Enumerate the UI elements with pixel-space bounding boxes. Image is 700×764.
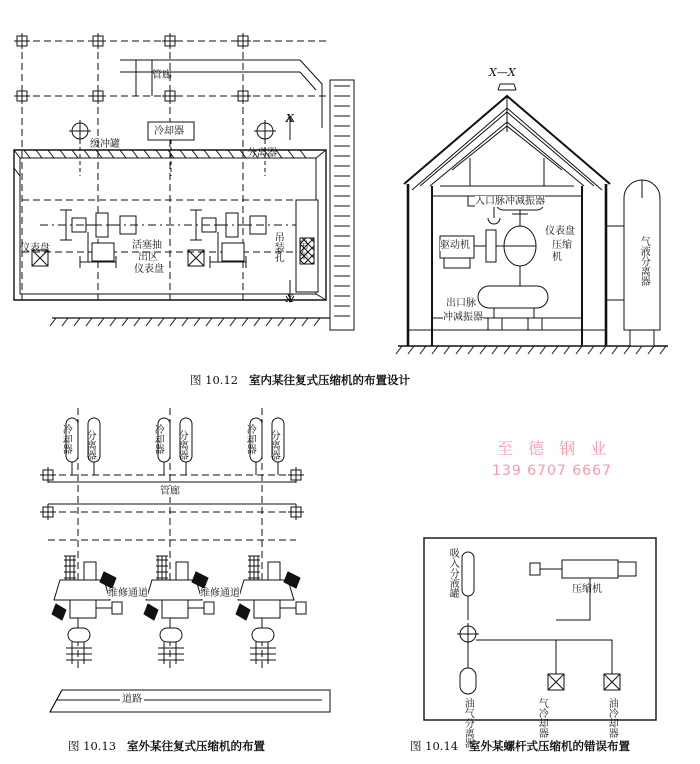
label-pipe-rack-13: 管廊 bbox=[160, 486, 180, 497]
caption-10-14 bbox=[410, 738, 630, 754]
caption-10-13-text: 室外某往复式压缩机的布置 bbox=[127, 739, 266, 753]
label-gas-cooler: 气冷却器 bbox=[536, 698, 548, 738]
label-instrument-panel-plan: 仪表盘 bbox=[20, 243, 50, 254]
caption-10-12-text: 室内某往复式压缩机的布置设计 bbox=[249, 373, 411, 387]
label-maintenance-aisle-1: 维修通道 bbox=[108, 588, 148, 599]
section-mark-top: X bbox=[286, 112, 294, 125]
caption-10-13 bbox=[68, 738, 265, 754]
label-outlet-pulsation-damper-2: 冲减振器 bbox=[443, 312, 483, 323]
label-cooler-3: 冷却器 bbox=[244, 424, 256, 454]
label-maintenance-aisle-2: 维修通道 bbox=[200, 588, 240, 599]
caption-10-14-number: 图 10.14 bbox=[410, 739, 459, 753]
label-inlet-pulsation-damper: 入口脉冲减振器 bbox=[475, 196, 545, 207]
label-gas-liquid-separator: 气液分离器 bbox=[638, 236, 650, 286]
label-instrument-panel-section: 仪表盘 bbox=[545, 226, 575, 237]
watermark-company-name: 至 德 钢 业 bbox=[497, 439, 612, 458]
caption-10-13-number: 图 10.13 bbox=[68, 739, 117, 753]
watermark-phone: 139 6707 6667 bbox=[492, 463, 612, 479]
label-hoist-hole: 吊装孔 bbox=[272, 232, 284, 262]
caption-10-14-text: 室外某螺杆式压缩机的错误布置 bbox=[469, 739, 631, 753]
label-piston-withdraw-area-2: 出区 bbox=[138, 252, 158, 263]
label-buffer-tank: 缓冲罐 bbox=[90, 139, 120, 150]
label-road: 道路 bbox=[122, 694, 142, 705]
label-instrument-panel-plan-2: 仪表盘 bbox=[134, 264, 164, 275]
label-compressor-section-2: 机 bbox=[552, 252, 562, 263]
label-piston-withdraw-area: 活塞抽 bbox=[132, 240, 162, 251]
label-separator-1: 分离器 bbox=[84, 430, 96, 460]
section-title: X—X bbox=[489, 66, 516, 79]
label-separator-2: 分离器 bbox=[176, 430, 188, 460]
caption-10-12 bbox=[190, 372, 410, 388]
section-mark-bottom: X bbox=[286, 292, 294, 305]
label-outlet-pulsation-damper: 出口脉 bbox=[446, 298, 476, 309]
label-crane: 吊车 bbox=[296, 240, 308, 260]
label-cooler-plan: 冷却器 bbox=[154, 126, 184, 137]
label-separator-3: 分离器 bbox=[268, 430, 280, 460]
label-separator-plan: 分离器 bbox=[247, 148, 277, 159]
label-driver: 驱动机 bbox=[440, 240, 470, 251]
label-suction-gas-liquid-separator: 吸入分液罐 bbox=[447, 548, 459, 598]
label-cooler-2: 冷却器 bbox=[152, 424, 164, 454]
label-oil-gas-separator: 油气分离器 bbox=[462, 698, 474, 748]
label-oil-cooler: 油冷却器 bbox=[606, 698, 618, 738]
label-pipe-rack-plan: 管廊 bbox=[152, 70, 172, 81]
label-compressor-section: 压缩 bbox=[552, 240, 572, 251]
label-compressor-14: 压缩机 bbox=[572, 584, 602, 595]
label-cooler-1: 冷却器 bbox=[60, 424, 72, 454]
caption-10-12-number: 图 10.12 bbox=[190, 373, 239, 387]
